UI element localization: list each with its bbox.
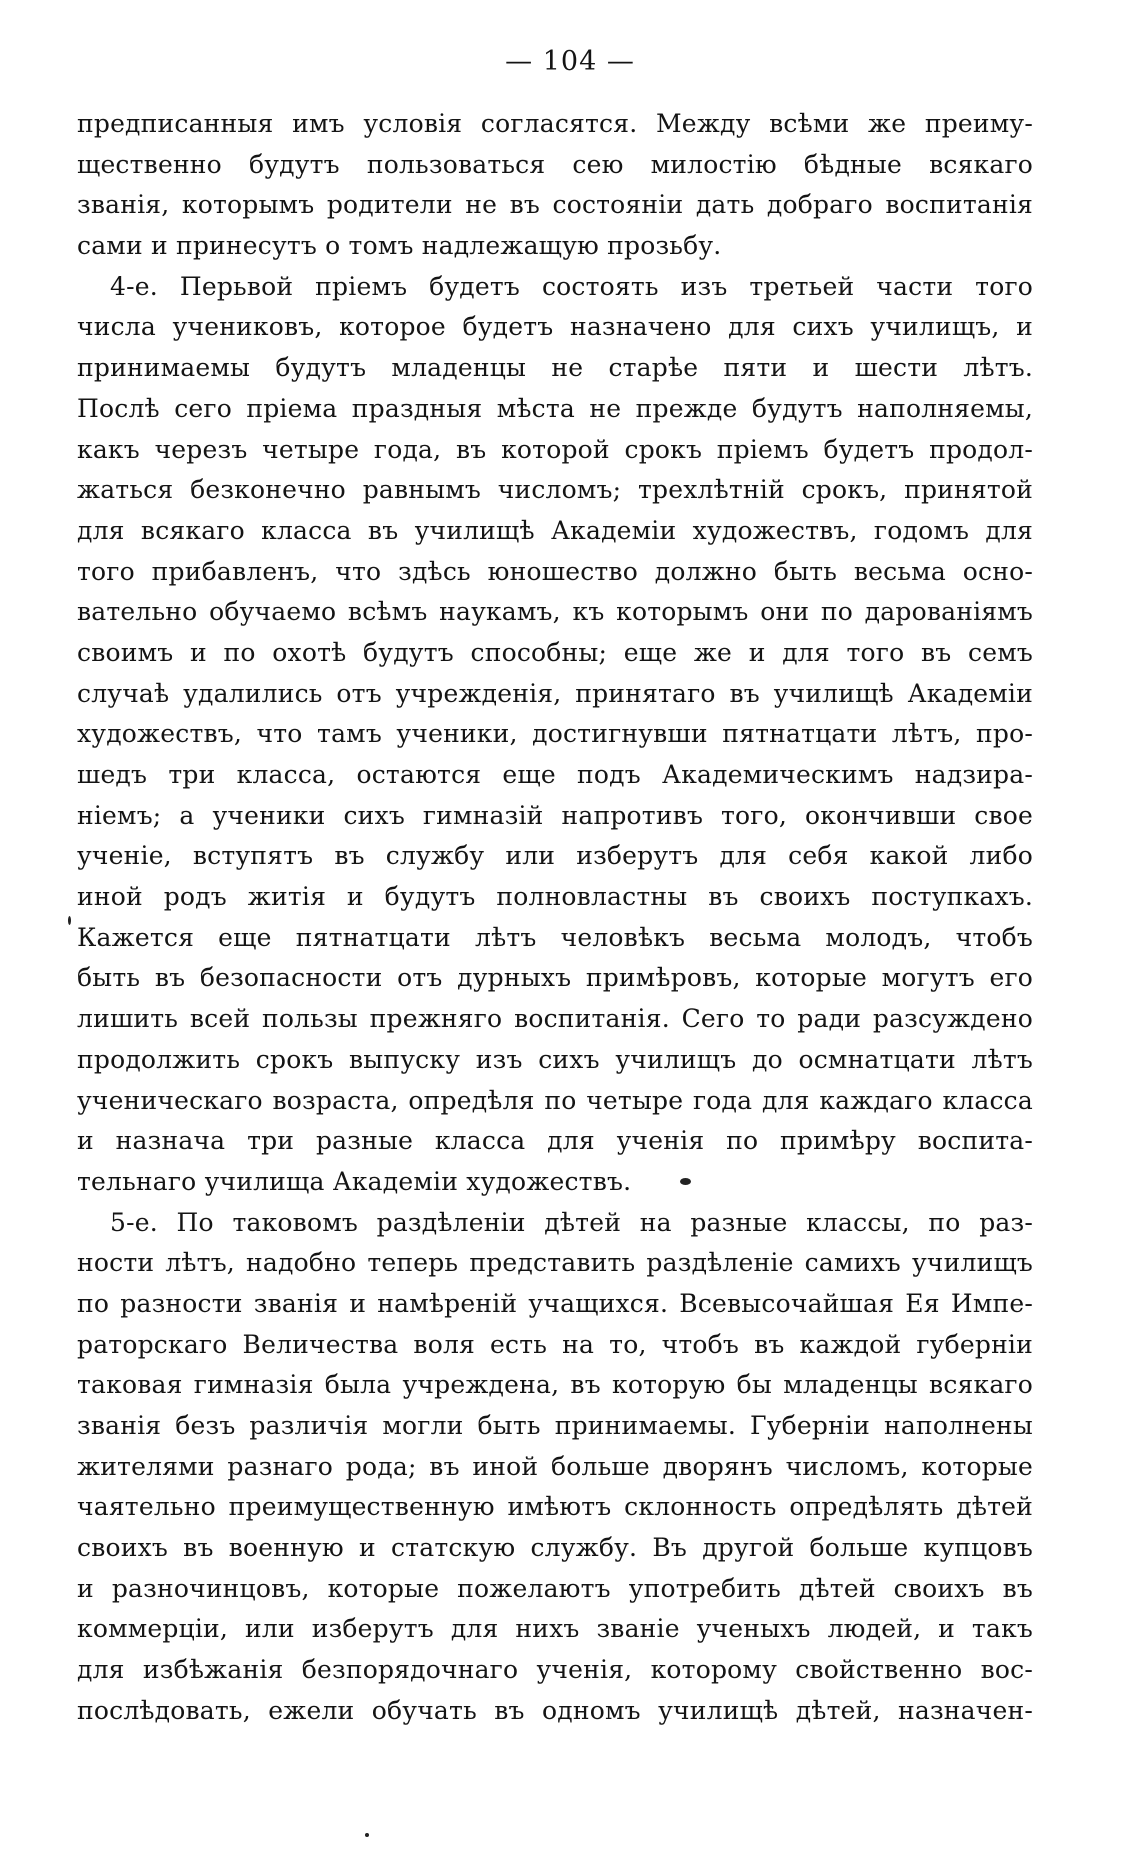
- text-line: того прибавленъ, что здѣсь юношество должно быть весьма осно-: [77, 556, 1033, 586]
- text-line: для избѣжанія безпорядочнаго ученія, которому свойственно вос-: [77, 1655, 1033, 1685]
- text-line: Кажется еще пятнатцати лѣтъ человѣкъ весьма молодъ, чтобъ: [77, 922, 1033, 952]
- text-line: ніемъ; а ученики сихъ гимназій напротивъ того, окончивши свое: [77, 800, 1033, 830]
- text-line: случаѣ удалились отъ учрежденія, принятаго въ училищѣ Академіи: [77, 678, 1033, 708]
- text-line: вательно обучаемо всѣмъ наукамъ, къ которымъ они по дарованіямъ: [77, 597, 1033, 627]
- text-line: продолжить срокъ выпуску изъ сихъ училищъ до осмнатцати лѣтъ: [77, 1044, 1033, 1074]
- ink-speck: [68, 916, 71, 925]
- text-line: жаться безконечно равнымъ числомъ; трехлѣтній срокъ, принятой: [77, 475, 1033, 505]
- text-line: лишить всей пользы прежняго воспитанія. Сего то ради разсуждено: [77, 1004, 1033, 1034]
- paragraph-end-line: сами и принесутъ о томъ надлежащую прозьбу.: [77, 231, 722, 261]
- text-line: Послѣ сего пріема праздныя мѣста не прежде будутъ наполняемы,: [77, 393, 1033, 423]
- text-line: художествъ, что тамъ ученики, достигнувши пятнатцати лѣтъ, про-: [77, 719, 1033, 749]
- text-line: раторскаго Величества воля есть на то, чтобъ въ каждой губерніи: [77, 1329, 1033, 1359]
- text-line: званія безъ различія могли быть принимаемы. Губерніи наполнены: [77, 1411, 1033, 1440]
- paragraph-start-line: 5-е. По таковомъ раздѣленіи дѣтей на разные классы, по раз-: [110, 1207, 1033, 1237]
- ink-speck: [365, 1833, 369, 1837]
- text-line: шедъ три класса, остаются еще подъ Академическимъ надзира-: [77, 760, 1033, 789]
- text-line: числа учениковъ, которое будетъ назначено для сихъ училищъ, и: [77, 312, 1033, 342]
- text-line: принимаемы будутъ младенцы не старѣе пяти и шести лѣтъ.: [77, 353, 1033, 383]
- paragraph-end-line: тельнаго училища Академіи художествъ.: [77, 1166, 632, 1196]
- text-line: жителями разнаго рода; въ иной больше дворянъ числомъ, которые: [77, 1451, 1033, 1481]
- text-line: и разночинцовъ, которые пожелаютъ употребить дѣтей своихъ въ: [77, 1573, 1033, 1603]
- text-line: званія, которымъ родители не въ состояніи дать добраго воспитанія: [77, 190, 1033, 220]
- text-line: быть въ безопасности отъ дурныхъ примѣровъ, которые могутъ его: [77, 963, 1033, 993]
- text-line: иной родъ житія и будутъ полновластны въ своихъ поступкахъ.: [77, 882, 1033, 912]
- text-line: для всякаго класса въ училищѣ Академіи художествъ, годомъ для: [77, 515, 1033, 545]
- text-line: какъ черезъ четыре года, въ которой срокъ пріемъ будетъ продол-: [77, 434, 1033, 464]
- text-line: щественно будутъ пользоваться сею милостію бѣдные всякаго: [77, 149, 1033, 179]
- text-line: ученіе, вступятъ въ службу или изберутъ для себя какой либо: [77, 841, 1033, 871]
- text-line: послѣдовать, ежели обучать въ одномъ училищѣ дѣтей, назначен-: [77, 1695, 1033, 1725]
- text-line: ученическаго возраста, опредѣля по четыре года для каждаго класса: [77, 1085, 1033, 1115]
- paragraph-start-line: 4-е. Перьвой пріемъ будетъ состоять изъ третьей части того: [110, 271, 1033, 301]
- page-number: — 104 —: [505, 46, 635, 77]
- text-line: ности лѣтъ, надобно теперь представить раздѣленіе самихъ училищъ: [77, 1248, 1033, 1278]
- text-line: таковая гимназія была учреждена, въ которую бы младенцы всякаго: [77, 1370, 1033, 1400]
- text-line: своихъ въ военную и статскую службу. Въ другой больше купцовъ: [77, 1533, 1033, 1563]
- text-line: и назнача три разные класса для ученія по примѣру воспита-: [77, 1126, 1033, 1156]
- text-line: предписанныя имъ условія согласятся. Между всѣми же преиму-: [77, 109, 1033, 138]
- text-line: коммерціи, или изберутъ для нихъ званіе ученыхъ людей, и такъ: [77, 1614, 1033, 1644]
- text-line: своимъ и по охотѣ будутъ способны; еще же и для того въ семъ: [77, 637, 1033, 667]
- body-text: [77, 104, 1033, 1732]
- text-line: чаятельно преимущественную имѣютъ склонность опредѣлять дѣтей: [77, 1492, 1033, 1522]
- ink-speck: [680, 1178, 691, 1185]
- text-line: по разности званія и намѣреній учащихся. Всевысочайшая Ея Импе-: [77, 1288, 1033, 1318]
